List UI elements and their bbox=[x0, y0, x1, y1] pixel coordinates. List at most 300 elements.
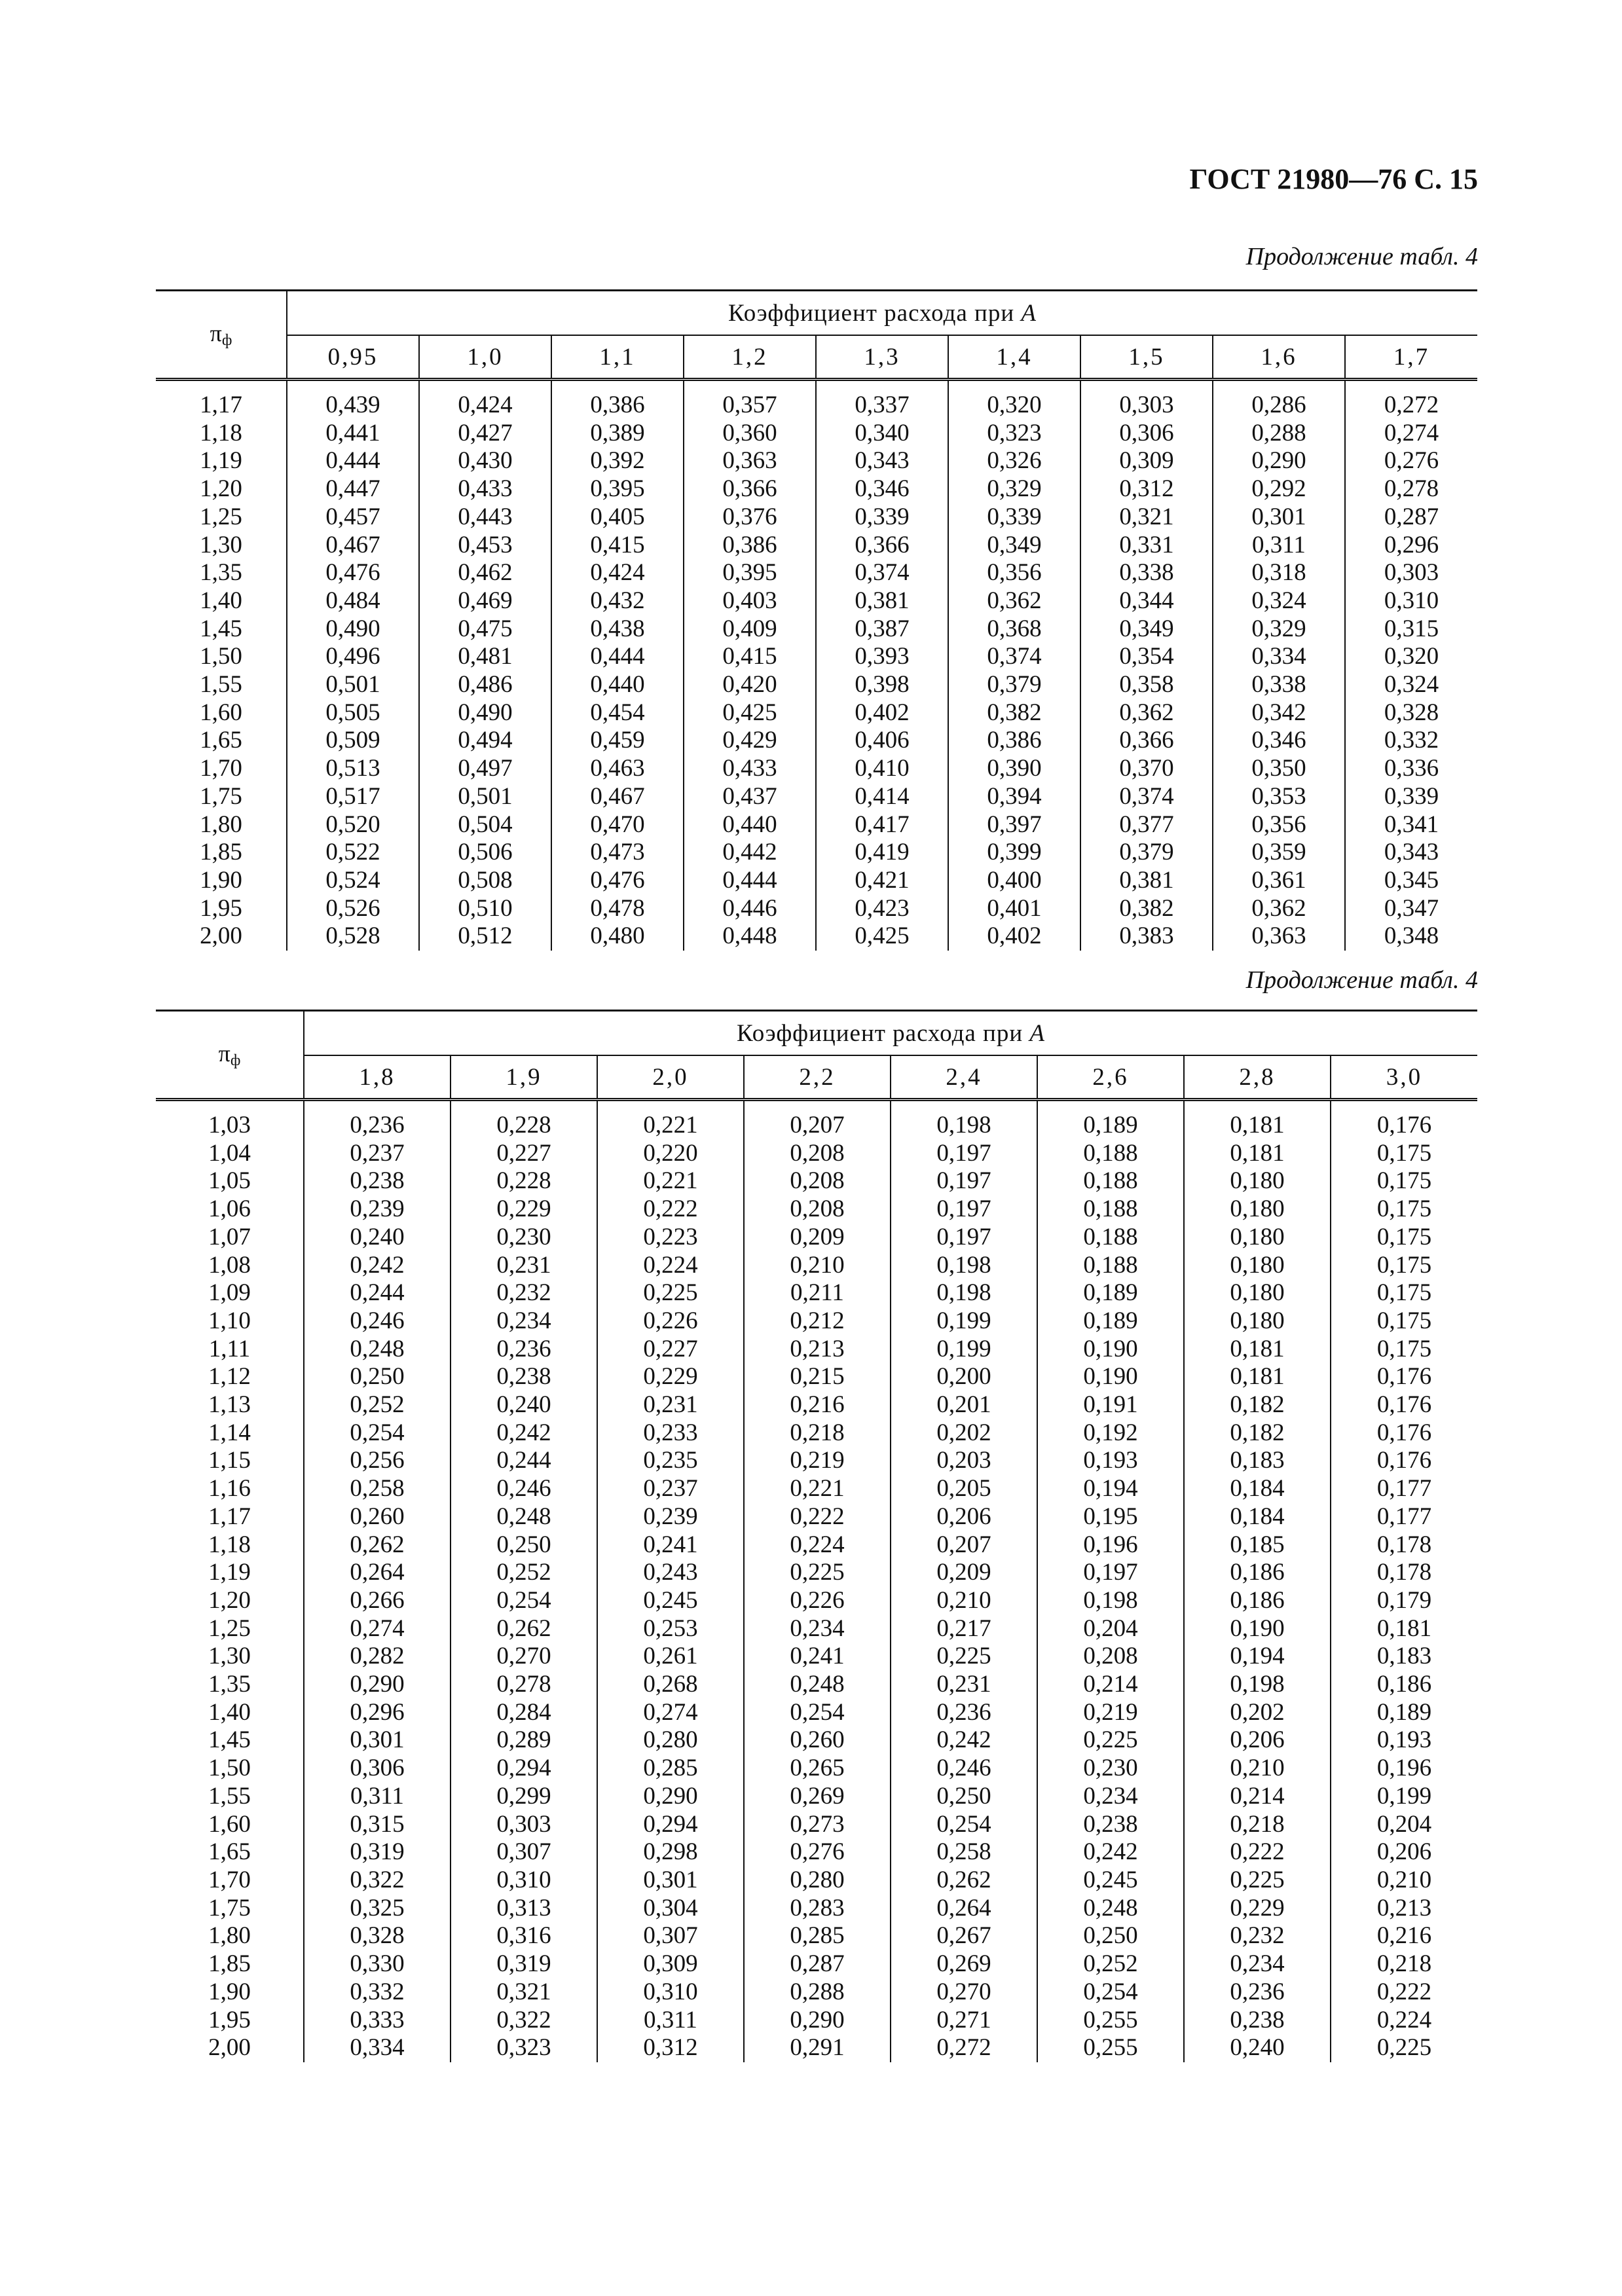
value-cell: 0,406 bbox=[816, 727, 948, 755]
value-cell: 0,381 bbox=[1080, 867, 1213, 895]
value-cell: 0,424 bbox=[551, 559, 684, 587]
value-cell: 0,283 bbox=[744, 1895, 891, 1923]
value-cell: 0,252 bbox=[350, 1391, 405, 1419]
value-cell: 0,198 bbox=[1184, 1671, 1331, 1699]
value-cell: 0,260 bbox=[350, 1503, 405, 1530]
value-cell: 0,236 bbox=[350, 1112, 405, 1139]
value-cell: 0,427 bbox=[419, 420, 551, 448]
value-cell: 0,362 bbox=[1080, 699, 1213, 727]
value-cell: 0,301 bbox=[1213, 503, 1345, 532]
table-row bbox=[156, 1726, 1477, 1755]
value-cell: 0,323 bbox=[948, 420, 1080, 448]
value-cell: 0,229 bbox=[451, 1195, 597, 1224]
value-cell: 0,303 bbox=[1345, 559, 1477, 587]
value-cell: 0,186 bbox=[1331, 1671, 1477, 1699]
value-cell: 0,210 bbox=[744, 1252, 891, 1280]
value-cell: 0,176 bbox=[1331, 1419, 1477, 1448]
value-cell: 0,233 bbox=[597, 1419, 744, 1448]
value-cell: 0,400 bbox=[948, 867, 1080, 895]
value-cell: 0,225 bbox=[744, 1559, 891, 1587]
value-cell: 0,201 bbox=[891, 1391, 1037, 1419]
value-cell: 0,265 bbox=[744, 1755, 891, 1783]
value-cell: 0,442 bbox=[684, 839, 816, 867]
value-cell: 0,261 bbox=[597, 1643, 744, 1671]
value-cell: 0,320 bbox=[1345, 643, 1477, 671]
value-cell: 0,349 bbox=[948, 532, 1080, 560]
table-row bbox=[156, 1224, 1477, 1252]
value-cell: 0,245 bbox=[597, 1587, 744, 1615]
value-cell: 0,334 bbox=[350, 2034, 405, 2062]
value-cell: 0,189 bbox=[1037, 1112, 1184, 1140]
value-cell: 0,366 bbox=[684, 475, 816, 503]
table-row bbox=[156, 1336, 1477, 1364]
row-label-cell: 1,13 bbox=[156, 1391, 304, 1419]
value-cell: 0,374 bbox=[816, 559, 948, 587]
value-cell: 0,322 bbox=[451, 2007, 597, 2035]
value-cell: 0,467 bbox=[325, 531, 380, 558]
value-cell: 0,454 bbox=[551, 699, 684, 727]
column-header: 1,9 bbox=[451, 1055, 597, 1100]
value-cell: 0,218 bbox=[1331, 1950, 1477, 1978]
value-cell: 0,231 bbox=[597, 1391, 744, 1419]
table-row bbox=[156, 1307, 1477, 1336]
value-cell: 0,225 bbox=[1037, 1726, 1184, 1755]
row-label-cell: 1,50 bbox=[156, 643, 287, 671]
row-label-cell: 1,85 bbox=[156, 1950, 304, 1978]
value-cell: 0,248 bbox=[744, 1671, 891, 1699]
value-cell: 0,180 bbox=[1184, 1307, 1331, 1336]
group-header-var: A bbox=[1029, 1019, 1046, 1047]
group-header-text: Коэффициент расхода при bbox=[728, 299, 1015, 327]
value-cell: 0,310 bbox=[597, 1978, 744, 2007]
column-header: 2,4 bbox=[891, 1055, 1037, 1100]
value-cell: 0,296 bbox=[350, 1698, 405, 1726]
value-cell: 0,446 bbox=[684, 895, 816, 923]
value-cell: 0,194 bbox=[1184, 1643, 1331, 1671]
value-cell: 0,224 bbox=[597, 1252, 744, 1280]
value-cell: 0,331 bbox=[1080, 532, 1213, 560]
value-cell: 0,240 bbox=[1184, 2034, 1331, 2062]
value-cell: 0,332 bbox=[1345, 727, 1477, 755]
value-cell: 0,214 bbox=[1184, 1783, 1331, 1811]
value-cell: 0,213 bbox=[744, 1336, 891, 1364]
value-cell: 0,309 bbox=[1080, 447, 1213, 475]
value-cell: 0,199 bbox=[891, 1336, 1037, 1364]
value-cell: 0,258 bbox=[350, 1475, 405, 1503]
value-cell: 0,504 bbox=[419, 811, 551, 839]
value-cell: 0,374 bbox=[1080, 783, 1213, 811]
column-header: 1,0 bbox=[419, 335, 551, 380]
value-cell: 0,405 bbox=[551, 503, 684, 532]
value-cell: 0,303 bbox=[1080, 392, 1213, 420]
value-cell: 0,266 bbox=[350, 1586, 405, 1614]
row-label-cell: 1,55 bbox=[156, 1783, 304, 1811]
column-header: 3,0 bbox=[1331, 1055, 1477, 1100]
value-cell: 0,324 bbox=[1213, 587, 1345, 615]
pi-subscript: ф bbox=[230, 1052, 241, 1069]
value-cell: 0,262 bbox=[451, 1615, 597, 1643]
table-row bbox=[156, 392, 1477, 420]
table-row bbox=[156, 671, 1477, 699]
value-cell: 0,246 bbox=[451, 1475, 597, 1503]
value-cell: 0,246 bbox=[891, 1755, 1037, 1783]
value-cell: 0,303 bbox=[451, 1811, 597, 1839]
value-cell: 0,175 bbox=[1331, 1279, 1477, 1307]
value-cell: 0,188 bbox=[1037, 1167, 1184, 1195]
value-cell: 0,311 bbox=[597, 2007, 744, 2035]
pi-symbol: π bbox=[218, 1040, 230, 1066]
value-cell: 0,269 bbox=[891, 1950, 1037, 1978]
value-cell: 0,490 bbox=[325, 615, 380, 642]
value-cell: 0,481 bbox=[419, 643, 551, 671]
row-label-cell: 1,19 bbox=[156, 447, 287, 475]
table-row bbox=[156, 1895, 1477, 1923]
value-cell: 0,382 bbox=[948, 699, 1080, 727]
value-cell: 0,432 bbox=[551, 587, 684, 615]
value-cell: 0,230 bbox=[451, 1224, 597, 1252]
table-row bbox=[156, 1140, 1477, 1168]
value-cell: 0,260 bbox=[744, 1726, 891, 1755]
value-cell: 0,197 bbox=[891, 1167, 1037, 1195]
table-row bbox=[156, 447, 1477, 475]
value-cell: 0,513 bbox=[325, 755, 380, 782]
value-cell: 0,217 bbox=[891, 1615, 1037, 1643]
value-cell: 0,476 bbox=[551, 867, 684, 895]
table-row bbox=[156, 532, 1477, 560]
value-cell: 0,199 bbox=[891, 1307, 1037, 1336]
value-cell: 0,476 bbox=[325, 559, 380, 587]
value-cell: 0,204 bbox=[1037, 1615, 1184, 1643]
table-row bbox=[156, 1391, 1477, 1419]
value-cell: 0,210 bbox=[1184, 1755, 1331, 1783]
value-cell: 0,508 bbox=[419, 867, 551, 895]
value-cell: 0,180 bbox=[1184, 1279, 1331, 1307]
row-label-cell: 1,11 bbox=[156, 1336, 304, 1364]
value-cell: 0,338 bbox=[1213, 671, 1345, 699]
value-cell: 0,294 bbox=[597, 1811, 744, 1839]
value-cell: 0,213 bbox=[1331, 1895, 1477, 1923]
value-cell: 0,242 bbox=[1037, 1838, 1184, 1867]
value-cell: 0,285 bbox=[597, 1755, 744, 1783]
table-row bbox=[156, 643, 1477, 671]
value-cell: 0,212 bbox=[744, 1307, 891, 1336]
row-label-cell: 1,90 bbox=[156, 1978, 304, 2007]
value-cell: 0,354 bbox=[1080, 643, 1213, 671]
value-cell: 0,459 bbox=[551, 727, 684, 755]
value-cell: 0,278 bbox=[1345, 475, 1477, 503]
row-label-cell: 1,17 bbox=[156, 392, 287, 420]
value-cell: 0,184 bbox=[1184, 1475, 1331, 1503]
column-header: 1,2 bbox=[684, 335, 816, 380]
value-cell: 0,333 bbox=[350, 2006, 405, 2033]
group-header-text: Коэффициент расхода при bbox=[736, 1019, 1023, 1047]
row-label-cell: 1,35 bbox=[156, 559, 287, 587]
value-cell: 0,294 bbox=[451, 1755, 597, 1783]
value-cell: 0,206 bbox=[891, 1503, 1037, 1531]
value-cell: 0,346 bbox=[1213, 727, 1345, 755]
value-cell: 0,316 bbox=[451, 1922, 597, 1950]
value-cell: 0,473 bbox=[551, 839, 684, 867]
value-cell: 0,175 bbox=[1331, 1167, 1477, 1195]
value-cell: 0,290 bbox=[350, 1671, 405, 1698]
value-cell: 0,522 bbox=[325, 839, 380, 866]
row-label-cell: 1,08 bbox=[156, 1252, 304, 1280]
value-cell: 0,254 bbox=[451, 1587, 597, 1615]
value-cell: 0,188 bbox=[1037, 1252, 1184, 1280]
value-cell: 0,526 bbox=[325, 894, 380, 922]
row-label-cell: 1,25 bbox=[156, 1615, 304, 1643]
value-cell: 0,430 bbox=[419, 447, 551, 475]
table-row bbox=[156, 727, 1477, 755]
value-cell: 0,417 bbox=[816, 811, 948, 839]
value-cell: 0,276 bbox=[744, 1838, 891, 1867]
table-row bbox=[156, 1755, 1477, 1783]
value-cell: 0,248 bbox=[451, 1503, 597, 1531]
value-cell: 0,208 bbox=[1037, 1643, 1184, 1671]
value-cell: 0,301 bbox=[350, 1726, 405, 1754]
value-cell: 0,203 bbox=[891, 1447, 1037, 1475]
value-cell: 0,467 bbox=[551, 783, 684, 811]
value-cell: 0,390 bbox=[948, 755, 1080, 783]
value-cell: 0,202 bbox=[891, 1419, 1037, 1448]
value-cell: 0,334 bbox=[1213, 643, 1345, 671]
column-header: 1,7 bbox=[1345, 335, 1477, 380]
table-row bbox=[156, 922, 1477, 951]
value-cell: 0,206 bbox=[1331, 1838, 1477, 1867]
value-cell: 0,175 bbox=[1331, 1224, 1477, 1252]
value-cell: 0,329 bbox=[948, 475, 1080, 503]
value-cell: 0,224 bbox=[744, 1531, 891, 1559]
row-label-cell: 1,18 bbox=[156, 420, 287, 448]
value-cell: 0,419 bbox=[816, 839, 948, 867]
value-cell: 0,241 bbox=[597, 1531, 744, 1559]
value-cell: 0,182 bbox=[1184, 1391, 1331, 1419]
value-cell: 0,494 bbox=[419, 727, 551, 755]
row-label-cell: 1,06 bbox=[156, 1195, 304, 1224]
row-label-cell: 1,17 bbox=[156, 1503, 304, 1531]
value-cell: 0,313 bbox=[451, 1895, 597, 1923]
column-header: 2,8 bbox=[1184, 1055, 1331, 1100]
table-row bbox=[156, 475, 1477, 503]
value-cell: 0,190 bbox=[1037, 1336, 1184, 1364]
row-label-cell: 2,00 bbox=[156, 2034, 304, 2062]
value-cell: 0,424 bbox=[419, 392, 551, 420]
value-cell: 0,236 bbox=[1184, 1978, 1331, 2007]
value-cell: 0,276 bbox=[1345, 447, 1477, 475]
value-cell: 0,366 bbox=[816, 532, 948, 560]
value-cell: 0,307 bbox=[597, 1922, 744, 1950]
row-label-cell: 1,60 bbox=[156, 699, 287, 727]
value-cell: 0,238 bbox=[350, 1167, 405, 1195]
value-cell: 0,183 bbox=[1331, 1643, 1477, 1671]
value-cell: 0,241 bbox=[744, 1643, 891, 1671]
value-cell: 0,274 bbox=[350, 1614, 405, 1642]
value-cell: 0,206 bbox=[1184, 1726, 1331, 1755]
value-cell: 0,208 bbox=[744, 1195, 891, 1224]
row-label-cell: 1,65 bbox=[156, 727, 287, 755]
value-cell: 0,258 bbox=[891, 1838, 1037, 1867]
value-cell: 0,207 bbox=[744, 1112, 891, 1140]
value-cell: 0,520 bbox=[325, 811, 380, 838]
value-cell: 0,402 bbox=[948, 922, 1080, 951]
value-cell: 0,193 bbox=[1331, 1726, 1477, 1755]
value-cell: 0,254 bbox=[891, 1811, 1037, 1839]
value-cell: 0,264 bbox=[891, 1895, 1037, 1923]
value-cell: 0,341 bbox=[1345, 811, 1477, 839]
value-cell: 0,267 bbox=[891, 1922, 1037, 1950]
value-cell: 0,255 bbox=[1037, 2034, 1184, 2062]
value-cell: 0,501 bbox=[419, 783, 551, 811]
row-label-cell: 1,70 bbox=[156, 1867, 304, 1895]
value-cell: 0,307 bbox=[451, 1838, 597, 1867]
value-cell: 0,415 bbox=[551, 532, 684, 560]
table-row bbox=[156, 559, 1477, 587]
value-cell: 0,342 bbox=[1213, 699, 1345, 727]
value-cell: 0,248 bbox=[350, 1335, 405, 1362]
value-cell: 0,337 bbox=[816, 392, 948, 420]
value-cell: 0,347 bbox=[1345, 895, 1477, 923]
value-cell: 0,321 bbox=[1080, 503, 1213, 532]
value-cell: 0,204 bbox=[1331, 1811, 1477, 1839]
value-cell: 0,228 bbox=[451, 1112, 597, 1140]
value-cell: 0,239 bbox=[597, 1503, 744, 1531]
value-cell: 0,475 bbox=[419, 615, 551, 644]
value-cell: 0,230 bbox=[1037, 1755, 1184, 1783]
value-cell: 0,175 bbox=[1331, 1307, 1477, 1336]
value-cell: 0,319 bbox=[350, 1838, 405, 1866]
value-cell: 0,433 bbox=[684, 755, 816, 783]
table-row bbox=[156, 1867, 1477, 1895]
value-cell: 0,197 bbox=[1037, 1559, 1184, 1587]
value-cell: 0,238 bbox=[1184, 2007, 1331, 2035]
value-cell: 0,457 bbox=[325, 503, 380, 530]
value-cell: 0,209 bbox=[744, 1224, 891, 1252]
value-cell: 0,290 bbox=[1213, 447, 1345, 475]
row-label-cell: 1,60 bbox=[156, 1811, 304, 1839]
value-cell: 0,324 bbox=[1345, 671, 1477, 699]
row-label-cell: 1,35 bbox=[156, 1671, 304, 1699]
value-cell: 0,524 bbox=[325, 866, 380, 894]
value-cell: 0,270 bbox=[891, 1978, 1037, 2007]
value-cell: 0,176 bbox=[1331, 1391, 1477, 1419]
value-cell: 0,237 bbox=[350, 1139, 405, 1167]
table-row bbox=[156, 1699, 1477, 1727]
value-cell: 0,386 bbox=[948, 727, 1080, 755]
value-cell: 0,399 bbox=[948, 839, 1080, 867]
table-row bbox=[156, 839, 1477, 867]
value-cell: 0,207 bbox=[891, 1531, 1037, 1559]
value-cell: 0,393 bbox=[816, 643, 948, 671]
value-cell: 0,269 bbox=[744, 1783, 891, 1811]
value-cell: 0,264 bbox=[350, 1559, 405, 1586]
value-cell: 0,510 bbox=[419, 895, 551, 923]
table-row bbox=[156, 1811, 1477, 1839]
value-cell: 0,288 bbox=[1213, 420, 1345, 448]
value-cell: 0,285 bbox=[744, 1922, 891, 1950]
value-cell: 0,344 bbox=[1080, 587, 1213, 615]
value-cell: 0,414 bbox=[816, 783, 948, 811]
value-cell: 0,225 bbox=[891, 1643, 1037, 1671]
value-cell: 0,444 bbox=[551, 643, 684, 671]
value-cell: 0,189 bbox=[1037, 1279, 1184, 1307]
value-cell: 0,444 bbox=[684, 867, 816, 895]
value-cell: 0,222 bbox=[1184, 1838, 1331, 1867]
value-cell: 0,180 bbox=[1184, 1252, 1331, 1280]
value-cell: 0,357 bbox=[684, 392, 816, 420]
value-cell: 0,292 bbox=[1213, 475, 1345, 503]
value-cell: 0,225 bbox=[597, 1279, 744, 1307]
value-cell: 0,226 bbox=[597, 1307, 744, 1336]
value-cell: 0,381 bbox=[816, 587, 948, 615]
value-cell: 0,243 bbox=[597, 1559, 744, 1587]
value-cell: 0,439 bbox=[325, 392, 380, 418]
value-cell: 0,386 bbox=[551, 392, 684, 420]
value-cell: 0,401 bbox=[948, 895, 1080, 923]
value-cell: 0,315 bbox=[350, 1810, 405, 1838]
value-cell: 0,362 bbox=[1213, 895, 1345, 923]
value-cell: 0,236 bbox=[451, 1336, 597, 1364]
value-cell: 0,175 bbox=[1331, 1336, 1477, 1364]
value-cell: 0,509 bbox=[325, 727, 380, 754]
value-cell: 0,478 bbox=[551, 895, 684, 923]
value-cell: 0,410 bbox=[816, 755, 948, 783]
value-cell: 0,271 bbox=[891, 2007, 1037, 2035]
row-label-cell: 1,07 bbox=[156, 1224, 304, 1252]
value-cell: 0,359 bbox=[1213, 839, 1345, 867]
value-cell: 0,180 bbox=[1184, 1224, 1331, 1252]
value-cell: 0,356 bbox=[948, 559, 1080, 587]
value-cell: 0,311 bbox=[350, 1782, 404, 1810]
value-cell: 0,238 bbox=[451, 1363, 597, 1391]
value-cell: 0,469 bbox=[419, 587, 551, 615]
table-row bbox=[156, 1112, 1477, 1140]
value-cell: 0,425 bbox=[816, 922, 948, 951]
value-cell: 0,440 bbox=[684, 811, 816, 839]
value-cell: 0,176 bbox=[1331, 1112, 1477, 1140]
value-cell: 0,197 bbox=[891, 1140, 1037, 1168]
value-cell: 0,395 bbox=[551, 475, 684, 503]
value-cell: 0,198 bbox=[1037, 1587, 1184, 1615]
coefficient-table-2 bbox=[156, 1010, 1477, 2062]
row-label-cell: 1,50 bbox=[156, 1755, 304, 1783]
value-cell: 0,301 bbox=[597, 1867, 744, 1895]
table-row bbox=[156, 615, 1477, 644]
row-label-cell: 1,16 bbox=[156, 1475, 304, 1503]
value-cell: 0,312 bbox=[1080, 475, 1213, 503]
value-cell: 0,253 bbox=[597, 1615, 744, 1643]
value-cell: 0,222 bbox=[744, 1503, 891, 1531]
value-cell: 0,339 bbox=[1345, 783, 1477, 811]
value-cell: 0,484 bbox=[325, 587, 380, 614]
value-cell: 0,245 bbox=[1037, 1867, 1184, 1895]
row-label-cell: 1,10 bbox=[156, 1307, 304, 1336]
value-cell: 0,225 bbox=[1331, 2034, 1477, 2062]
group-header-var: A bbox=[1021, 299, 1037, 327]
value-cell: 0,180 bbox=[1184, 1195, 1331, 1224]
value-cell: 0,198 bbox=[891, 1112, 1037, 1140]
row-label-cell: 1,80 bbox=[156, 1922, 304, 1950]
value-cell: 0,296 bbox=[1345, 532, 1477, 560]
table-row bbox=[156, 1783, 1477, 1811]
value-cell: 0,246 bbox=[350, 1307, 405, 1334]
value-cell: 0,176 bbox=[1331, 1447, 1477, 1475]
table-row bbox=[156, 1922, 1477, 1950]
value-cell: 0,194 bbox=[1037, 1475, 1184, 1503]
value-cell: 0,216 bbox=[744, 1391, 891, 1419]
value-cell: 0,234 bbox=[1184, 1950, 1331, 1978]
value-cell: 0,222 bbox=[1331, 1978, 1477, 2007]
value-cell: 0,321 bbox=[451, 1978, 597, 2007]
